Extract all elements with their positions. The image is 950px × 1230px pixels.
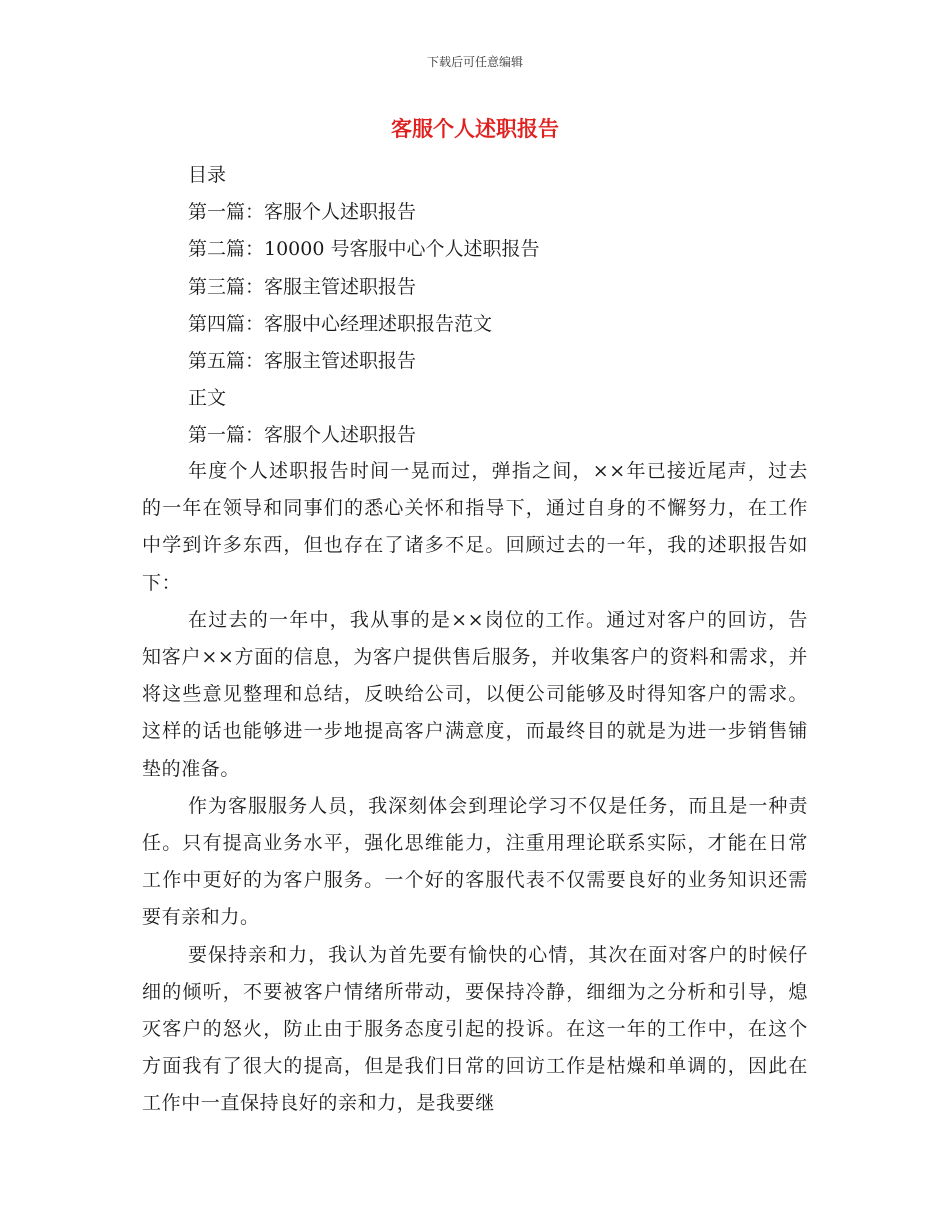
- body-heading: 正文: [188, 387, 227, 410]
- toc-heading: 目录: [188, 164, 227, 186]
- body-text: [142, 453, 808, 1123]
- toc-item-3: 第三篇：客服主管述职报告: [188, 275, 417, 298]
- paragraph-1: 年度个人述职报告时间一晃而过，弹指之间，××年已接近尾声，过去的一年在领导和同事们的悉心关怀和指导下，通过自身的不懈努力，在工作中学到许多东西，但也存在了诸多不足。回顾过去的一年，我的述职报告如下：: [142, 460, 808, 594]
- toc-item-4: 第四篇：客服中心经理述职报告范文: [188, 312, 493, 335]
- paragraph-4: 要保持亲和力，我认为首先要有愉快的心情，其次在面对客户的时候仔细的倾听，不要被客户情绪所带动，要保持冷静，细细为之分析和引导，熄灭客户的怒火，防止由于服务态度引起的投诉。在这一年的工作中，在这个方面我有了很大的提高，但是我们日常的回访工作是枯燥和单调的，因此在工作中一直保持良好的亲和力，是我要继: [142, 943, 808, 1115]
- toc-item-5: 第五篇：客服主管述职报告: [188, 349, 417, 372]
- paragraph-2: 在过去的一年中，我从事的是××岗位的工作。通过对客户的回访，告知客户××方面的信息，为客户提供售后服务，并收集客户的资料和需求，并将这些意见整理和总结，反映给公司，以便公司能够及时得知客户的需求。这样的话也能够进一步地提高客户满意度，而最终目的就是为进一步销售铺垫的准备。: [142, 608, 808, 780]
- toc-item-1: 第一篇：客服个人述职报告: [188, 201, 417, 224]
- section-heading: 第一篇：客服个人述职报告: [188, 424, 417, 447]
- table-of-contents: [142, 157, 808, 455]
- document-title: 客服个人述职报告: [391, 117, 559, 141]
- toc-item-2: 第二篇：10000 号客服中心个人述职报告: [188, 238, 540, 261]
- header-note: 下载后可任意编辑: [426, 55, 523, 69]
- paragraph-3: 作为客服服务人员，我深刻体会到理论学习不仅是任务，而且是一种责任。只有提高业务水平，强化思维能力，注重用理论联系实际，才能在日常工作中更好的为客户服务。一个好的客服代表不仅需要良好的业务知识还需要有亲和力。: [142, 794, 808, 929]
